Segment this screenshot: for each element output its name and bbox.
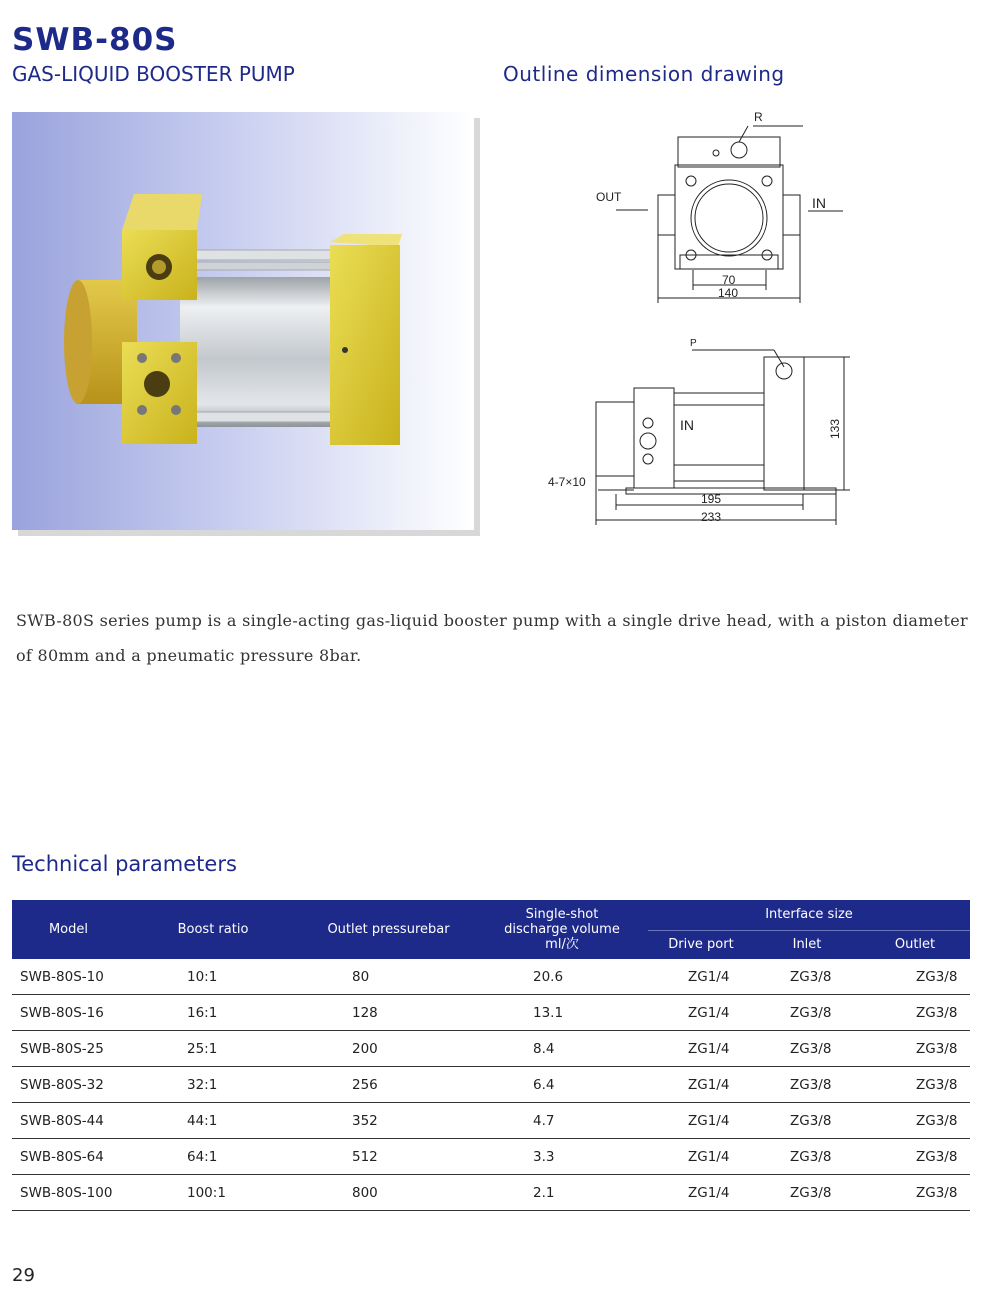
- cell-drive-port: ZG1/4: [648, 1031, 754, 1067]
- table-body: [12, 959, 970, 1211]
- cell-outlet: ZG3/8: [860, 1175, 970, 1211]
- table-row: [12, 1103, 970, 1139]
- pump-illustration: [12, 112, 474, 530]
- discharge-line-1: Single-shot: [525, 907, 599, 922]
- outline-dimension-drawing: [538, 105, 868, 535]
- cell-model: SWB-80S-16: [12, 995, 125, 1031]
- cell-inlet: ZG3/8: [754, 1139, 860, 1175]
- cell-outlet-pressure: 512: [301, 1139, 476, 1175]
- cell-outlet: ZG3/8: [860, 995, 970, 1031]
- cell-discharge-volume: 2.1: [476, 1175, 648, 1211]
- cell-drive-port: ZG1/4: [648, 1103, 754, 1139]
- table-row: [12, 995, 970, 1031]
- cell-model: SWB-80S-32: [12, 1067, 125, 1103]
- discharge-line-2: discharge volume: [504, 922, 620, 937]
- cell-outlet: ZG3/8: [860, 1067, 970, 1103]
- cell-inlet: ZG3/8: [754, 1067, 860, 1103]
- cell-boost-ratio: 44:1: [125, 1103, 301, 1139]
- product-subtitle: GAS-LIQUID BOOSTER PUMP: [12, 62, 295, 86]
- cell-inlet: ZG3/8: [754, 959, 860, 995]
- cell-model: SWB-80S-100: [12, 1175, 125, 1211]
- cell-outlet: ZG3/8: [860, 1103, 970, 1139]
- cell-discharge-volume: 20.6: [476, 959, 648, 995]
- cell-model: SWB-80S-10: [12, 959, 125, 995]
- side-in-port-label: IN: [680, 417, 694, 433]
- cell-outlet-pressure: 800: [301, 1175, 476, 1211]
- table-row: [12, 959, 970, 995]
- cell-boost-ratio: 100:1: [125, 1175, 301, 1211]
- cell-discharge-volume: 8.4: [476, 1031, 648, 1067]
- r-port-label: R: [754, 110, 763, 124]
- height-dim-label: 133: [828, 418, 842, 439]
- in-port-label: IN: [812, 195, 826, 211]
- header-model: Model: [12, 900, 125, 959]
- cell-inlet: ZG3/8: [754, 1103, 860, 1139]
- table-row: [12, 1175, 970, 1211]
- cell-boost-ratio: 10:1: [125, 959, 301, 995]
- cell-discharge-volume: 4.7: [476, 1103, 648, 1139]
- cell-outlet: ZG3/8: [860, 959, 970, 995]
- technical-parameters-table: [12, 900, 970, 1211]
- header-outlet: Outlet: [860, 930, 970, 959]
- cell-outlet-pressure: 200: [301, 1031, 476, 1067]
- header-drive-port: Drive port: [648, 930, 754, 959]
- model-title: SWB-80S: [12, 22, 178, 58]
- cell-boost-ratio: 16:1: [125, 995, 301, 1031]
- dim-total-label: 233: [701, 510, 722, 524]
- p-port-label: P: [690, 338, 697, 349]
- page-number: 29: [12, 1265, 35, 1286]
- cell-inlet: ZG3/8: [754, 1175, 860, 1211]
- description-text: SWB-80S series pump is a single-acting gas-liquid booster pump with a single drive head, with a piston diameter of 80mm and a pneumatic pressure 8bar.: [16, 611, 968, 665]
- cell-boost-ratio: 64:1: [125, 1139, 301, 1175]
- cell-drive-port: ZG1/4: [648, 1067, 754, 1103]
- cell-discharge-volume: 3.3: [476, 1139, 648, 1175]
- drawing-title: Outline dimension drawing: [503, 62, 785, 86]
- table-row: [12, 1067, 970, 1103]
- dim-inner-label: 70: [722, 273, 736, 287]
- cell-drive-port: ZG1/4: [648, 959, 754, 995]
- cell-outlet: ZG3/8: [860, 1139, 970, 1175]
- product-photo: [12, 112, 474, 530]
- header-outlet-pressure: Outlet pressurebar: [301, 900, 476, 959]
- header-inlet: Inlet: [754, 930, 860, 959]
- cell-model: SWB-80S-25: [12, 1031, 125, 1067]
- dim-mount-label: 195: [701, 492, 722, 506]
- cell-model: SWB-80S-64: [12, 1139, 125, 1175]
- header-discharge-volume: [476, 900, 648, 959]
- cell-model: SWB-80S-44: [12, 1103, 125, 1139]
- cell-outlet-pressure: 80: [301, 959, 476, 995]
- side-view: [596, 350, 850, 525]
- holes-label: 4-7×10: [548, 475, 586, 489]
- table-row: [12, 1031, 970, 1067]
- cell-outlet: ZG3/8: [860, 1031, 970, 1067]
- cell-discharge-volume: 6.4: [476, 1067, 648, 1103]
- cell-discharge-volume: 13.1: [476, 995, 648, 1031]
- cell-outlet-pressure: 352: [301, 1103, 476, 1139]
- cell-drive-port: ZG1/4: [648, 1139, 754, 1175]
- cell-boost-ratio: 32:1: [125, 1067, 301, 1103]
- cell-drive-port: ZG1/4: [648, 995, 754, 1031]
- discharge-line-3: ml/次: [545, 937, 579, 952]
- cell-drive-port: ZG1/4: [648, 1175, 754, 1211]
- dim-outer-label: 140: [718, 286, 739, 300]
- out-port-label: OUT: [596, 190, 622, 204]
- cell-outlet-pressure: 256: [301, 1067, 476, 1103]
- header-interface-size: Interface size: [648, 900, 970, 930]
- cell-boost-ratio: 25:1: [125, 1031, 301, 1067]
- section-title: Technical parameters: [12, 852, 237, 876]
- cell-inlet: ZG3/8: [754, 1031, 860, 1067]
- header-boost-ratio: Boost ratio: [125, 900, 301, 959]
- cell-outlet-pressure: 128: [301, 995, 476, 1031]
- table-row: [12, 1139, 970, 1175]
- cell-inlet: ZG3/8: [754, 995, 860, 1031]
